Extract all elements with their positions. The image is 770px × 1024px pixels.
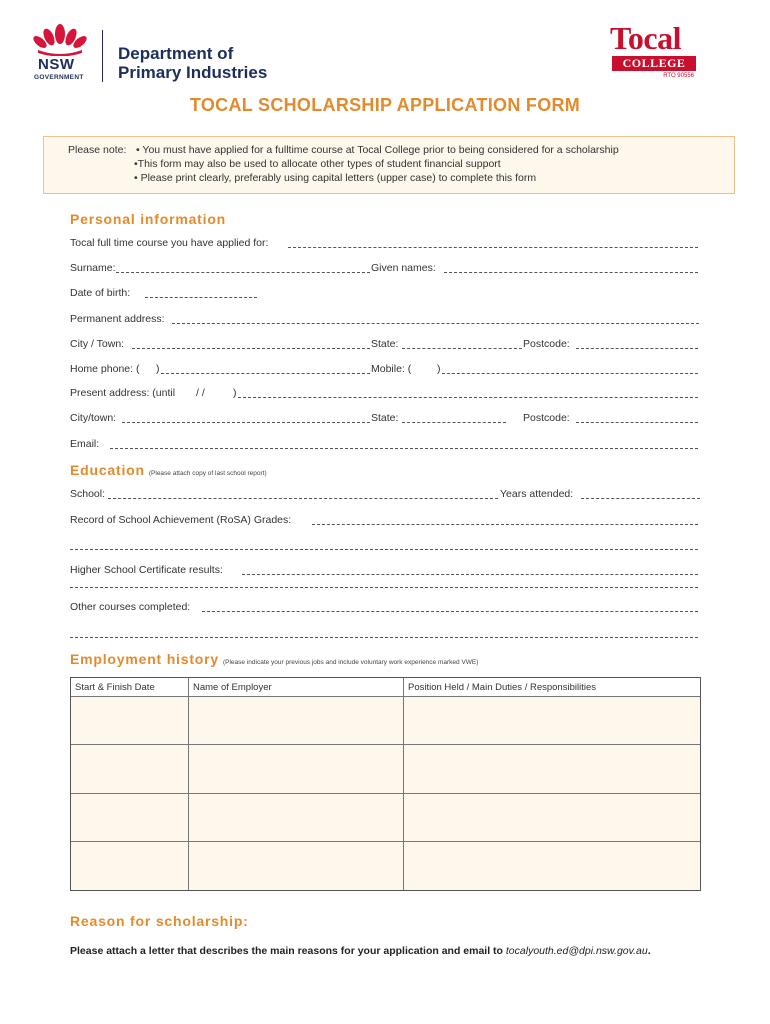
rosa-label: Record of School Achievement (RoSA) Grades: — [70, 514, 292, 526]
education-heading-text: Education — [70, 462, 145, 478]
city-town-2-field[interactable] — [122, 422, 370, 423]
rosa-field[interactable] — [312, 524, 698, 525]
tocal-wordmark: Tocal — [610, 20, 681, 56]
other-courses-label: Other courses completed: — [70, 601, 191, 613]
present-address-field[interactable] — [238, 397, 698, 398]
present-address-close: ) — [233, 387, 237, 399]
page-title: TOCAL SCHOLARSHIP APPLICATION FORM — [189, 95, 581, 115]
postcode-field[interactable] — [576, 348, 698, 349]
table-cell[interactable] — [71, 794, 189, 842]
nsw-government-logo — [30, 22, 102, 86]
employment-heading-text: Employment history — [70, 651, 219, 667]
hsc-field-line-2[interactable] — [70, 587, 698, 588]
table-cell[interactable] — [404, 842, 700, 890]
other-courses-field-line-2[interactable] — [70, 637, 698, 638]
table-cell[interactable] — [189, 794, 404, 842]
mobile-field[interactable] — [442, 373, 698, 374]
rto-number: RTO 90556 — [663, 73, 694, 79]
reason-heading: Reason for scholarship: — [70, 913, 249, 929]
department-line-1: Department of — [118, 44, 234, 63]
course-field[interactable] — [288, 247, 698, 248]
table-cell[interactable] — [189, 842, 404, 890]
header-divider — [102, 30, 103, 82]
rosa-field-line-2[interactable] — [70, 549, 698, 550]
table-cell[interactable] — [71, 842, 189, 890]
surname-field[interactable] — [116, 272, 370, 273]
email-field[interactable] — [110, 448, 698, 449]
given-names-label: Given names: — [371, 262, 436, 274]
present-address-date[interactable]: / / — [196, 387, 205, 399]
employment-note: (Please indicate your previous jobs and include voluntary work experience marked VWE) — [222, 659, 479, 666]
waratah-icon — [30, 22, 90, 56]
home-phone-close: ) — [156, 363, 160, 375]
school-field[interactable] — [108, 498, 498, 499]
state-label: State: — [371, 338, 399, 350]
permanent-address-field[interactable] — [172, 323, 699, 324]
department-name — [118, 44, 267, 82]
employment-table — [70, 677, 701, 891]
reason-email-link[interactable]: tocalyouth.ed@dpi.nsw.gov.au — [505, 945, 648, 957]
column-header-dates: Start & Finish Date — [71, 678, 189, 697]
school-label: School: — [70, 488, 106, 500]
state-2-field[interactable] — [402, 422, 506, 423]
home-phone-label: Home phone: ( — [70, 363, 140, 375]
department-line-2: Primary Industries — [118, 63, 268, 82]
nsw-wordmark: NSW — [38, 56, 75, 73]
reason-end: . — [647, 945, 651, 957]
table-cell[interactable] — [71, 697, 189, 745]
course-label: Tocal full time course you have applied for: — [70, 237, 269, 249]
other-courses-field[interactable] — [202, 611, 698, 612]
given-names-field[interactable] — [444, 272, 698, 273]
college-wordmark: COLLEGE — [612, 56, 696, 71]
reason-instructions — [70, 945, 651, 957]
column-header-employer: Name of Employer — [189, 678, 404, 697]
present-address-label: Present address: (until — [70, 387, 176, 399]
state-2-label: State: — [371, 412, 399, 424]
table-cell[interactable] — [71, 745, 189, 794]
table-cell[interactable] — [404, 697, 700, 745]
education-heading — [70, 462, 267, 478]
state-field[interactable] — [402, 348, 522, 349]
table-cell[interactable] — [404, 794, 700, 842]
note-item: • You must have applied for a fulltime course at Tocal College prior to being considered for a scholarship — [136, 144, 619, 156]
mobile-label: Mobile: ( — [371, 363, 412, 375]
city-town-2-label: City/town: — [70, 412, 117, 424]
table-cell[interactable] — [189, 697, 404, 745]
tocal-college-logo — [610, 20, 698, 82]
years-attended-field[interactable] — [581, 498, 700, 499]
city-town-field[interactable] — [132, 348, 370, 349]
dob-field[interactable] — [145, 297, 257, 298]
table-cell[interactable] — [404, 745, 700, 794]
education-note: (Please attach copy of last school report) — [148, 470, 267, 477]
postcode-2-field[interactable] — [576, 422, 698, 423]
postcode-2-label: Postcode: — [523, 412, 570, 424]
note-item: •This form may also be used to allocate other types of student financial support — [134, 158, 501, 170]
postcode-label: Postcode: — [523, 338, 570, 350]
email-label: Email: — [70, 438, 100, 450]
city-town-label: City / Town: — [70, 338, 125, 350]
government-wordmark: GOVERNMENT — [34, 74, 84, 81]
surname-label: Surname: — [70, 262, 116, 274]
hsc-field[interactable] — [242, 574, 698, 575]
note-box — [43, 136, 735, 194]
note-prefix: Please note: — [68, 144, 127, 156]
hsc-label: Higher School Certificate results: — [70, 564, 223, 576]
employment-heading — [70, 651, 478, 667]
note-item: • Please print clearly, preferably using capital letters (upper case) to complete this form — [134, 172, 537, 184]
mobile-close: ) — [437, 363, 441, 375]
dob-label: Date of birth: — [70, 287, 131, 299]
personal-information-heading: Personal information — [70, 211, 227, 227]
years-attended-label: Years attended: — [500, 488, 574, 500]
permanent-address-label: Permanent address: — [70, 313, 165, 325]
home-phone-field[interactable] — [161, 373, 370, 374]
column-header-position: Position Held / Main Duties / Responsibilities — [404, 678, 700, 697]
reason-text: Please attach a letter that describes the main reasons for your application and email to — [70, 945, 506, 957]
table-cell[interactable] — [189, 745, 404, 794]
